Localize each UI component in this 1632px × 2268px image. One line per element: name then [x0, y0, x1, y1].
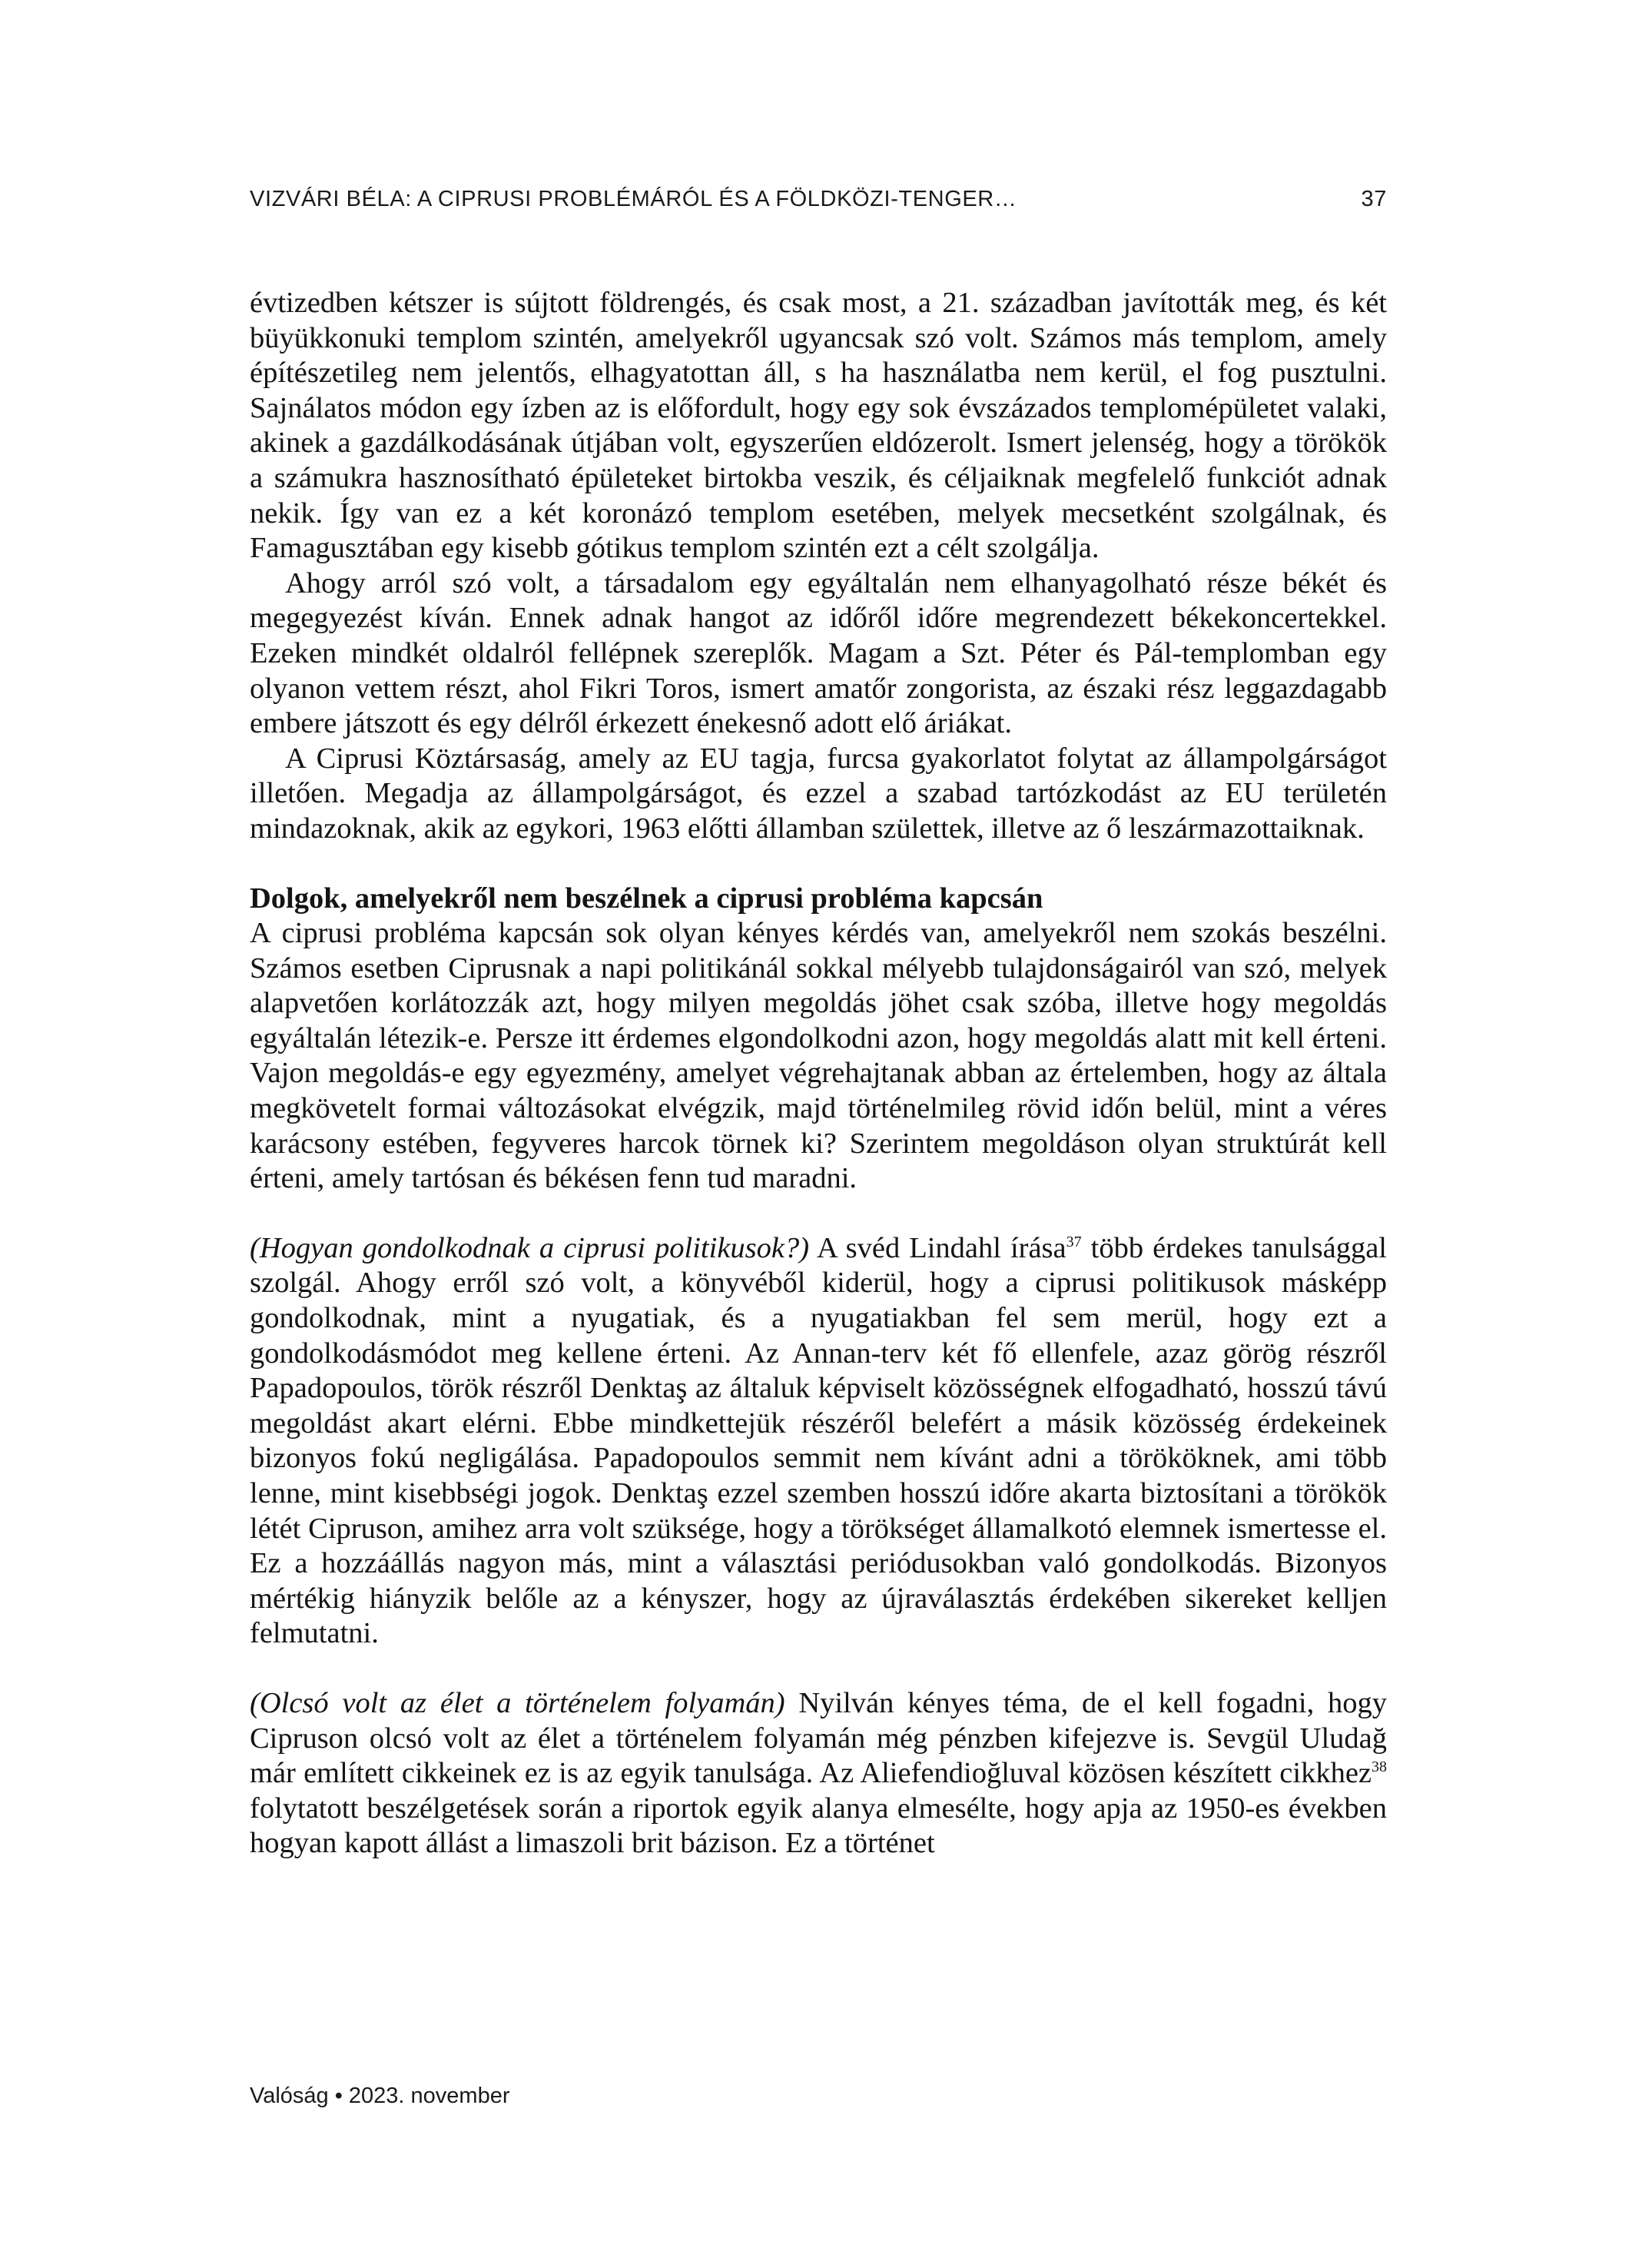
subsection-paragraph [250, 1231, 1387, 1652]
page-footer [250, 2084, 510, 2109]
publication-info: Valóság • 2023. november [250, 2084, 510, 2108]
paragraph: Ahogy arról szó volt, a társadalom egy egyáltalán nem elhanyagolható része békét és megegyezést kíván. Ennek adnak hangot az időről időre megrendezett békekoncertekkel. Ezeken mindkét oldalról fellépnek szereplők. Magam a Szt. Péter és Pál-templomban egy olyanon vettem részt, ahol Fikri Toros, ismert amatőr zongorista, az északi rész leggazdagabb embere játszott és egy délről érkezett énekesnő adott elő áriákat. [250, 566, 1387, 740]
paragraph-text: A svéd Lindahl írása [809, 1231, 1066, 1264]
running-title: VIZVÁRI BÉLA: A CIPRUSI PROBLÉMÁRÓL ÉS A FÖLDKÖZI-TENGER… [250, 187, 1017, 211]
subsection-paragraph [250, 1686, 1387, 1861]
section-heading: Dolgok, amelyekről nem beszélnek a ciprusi probléma kapcsán [250, 882, 1043, 915]
paragraph-text: folytatott beszélgetések során a riportok egyik alanya elmesélte, hogy apja az 1950-es években hogyan kapott állást a limaszoli brit bázison. Ez a történet [250, 1791, 1387, 1860]
running-header [250, 187, 1387, 212]
paragraph-text: több érdekes tanulsággal szolgál. Ahogy erről szó volt, a könyvéből kiderül, hogy a ciprusi politikusok másképp gondolkodnak, mint a nyugatiak, és a nyugatiakban fel sem merül, hogy ezt a gondolkodásmódot meg kellene érteni. Az Annan-terv két fő ellenfele, azaz görög részről Papadopoulos, török részről Denktaş az általuk képviselt közösségnek elfogadható, hosszú távú megoldást akart elérni. Ebbe mindkettejük részéről belefért a másik közösség érdekeinek bizonyos fokú negligálása. Papadopoulos semmit nem kívánt adni a törököknek, ami több lenne, mint kisebbségi jogok. Denktaş ezzel szemben hosszú időre akarta biztosítani a törökök létét Cipruson, amihez arra volt szüksége, hogy a törökséget államalkotó elemnek ismertesse el. Ez a hozzáállás nagyon más, mint a választási periódusokban való gondolkodás. Bizonyos mértékig hiányzik belőle az a kényszer, hogy az újraválasztás érdekében sikereket kelljen felmutatni. [250, 1231, 1387, 1650]
footnote-reference[interactable]: 37 [1066, 1233, 1082, 1250]
page-number: 37 [1361, 187, 1387, 211]
paragraph: A Ciprusi Köztársaság, amely az EU tagja, furcsa gyakorlatot folytat az állampolgárságot illetően. Megadja az állampolgárságot, és ezzel a szabad tartózkodást az EU területén mindazoknak, akik az egykori, 1963 előtti államban születtek, illetve az ő leszármazottaiknak. [250, 742, 1387, 845]
section-intro-paragraph: A ciprusi probléma kapcsán sok olyan kényes kérdés van, amelyekről nem szokás beszélni. Számos esetben Ciprusnak a napi politikánál sokkal mélyebb tulajdonságairól van szó, melyek alapvetően korlátozzák azt, hogy milyen megoldás jöhet csak szóba, illetve hogy megoldás egyáltalán létezik-e. Persze itt érdemes elgondolkodni azon, hogy megoldás alatt mit kell érteni. Vajon megoldás-e egy egyezmény, amelyet végrehajtanak abban az értelemben, hogy az általa megkövetelt formai változásokat elvégzik, majd történelmileg rövid időn belül, mint a véres karácsony estében, fegyveres harcok törnek ki? Szerintem megoldáson olyan struktúrát kell érteni, amely tartósan és békésen fenn tud maradni. [250, 917, 1387, 1195]
subsection-lead: (Hogyan gondolkodnak a ciprusi politikusok?) [250, 1231, 810, 1264]
paragraph-text: Nyilván kényes téma, de el kell fogadni, hogy Cipruson olcsó volt az élet a történelem folyamán még pénzben kifejezve is. Sevgül Uludağ már említett cikkeinek ez is az egyik tanulsága. Az Aliefendioğluval közösen készített cikkhez [250, 1686, 1387, 1790]
paragraph: évtizedben kétszer is sújtott földrengés, és csak most, a 21. században javították meg, és két büyükkonuki templom szintén, amelyekről ugyancsak szó volt. Számos más templom, amely építészetileg nem jelentős, elhagyatottan áll, s ha használatba nem kerül, el fog pusztulni. Sajnálatos módon egy ízben az is előfordult, hogy egy sok évszázados templomépületet valaki, akinek a gazdálkodásának útjában volt, egyszerűen eldózerolt. Ismert jelenség, hogy a törökök a számukra hasznosítható épületeket birtokba veszik, és céljaiknak megfelelő funkciót adnak nekik. Így van ez a két koronázó templom esetében, melyek mecsetként szolgálnak, és Famagusztában egy kisebb gótikus templom szintén ezt a célt szolgálja. [250, 287, 1387, 565]
article-body [250, 286, 1387, 1861]
footnote-reference[interactable]: 38 [1372, 1758, 1387, 1776]
subsection-lead: (Olcsó volt az élet a történelem folyamán) [250, 1686, 785, 1719]
